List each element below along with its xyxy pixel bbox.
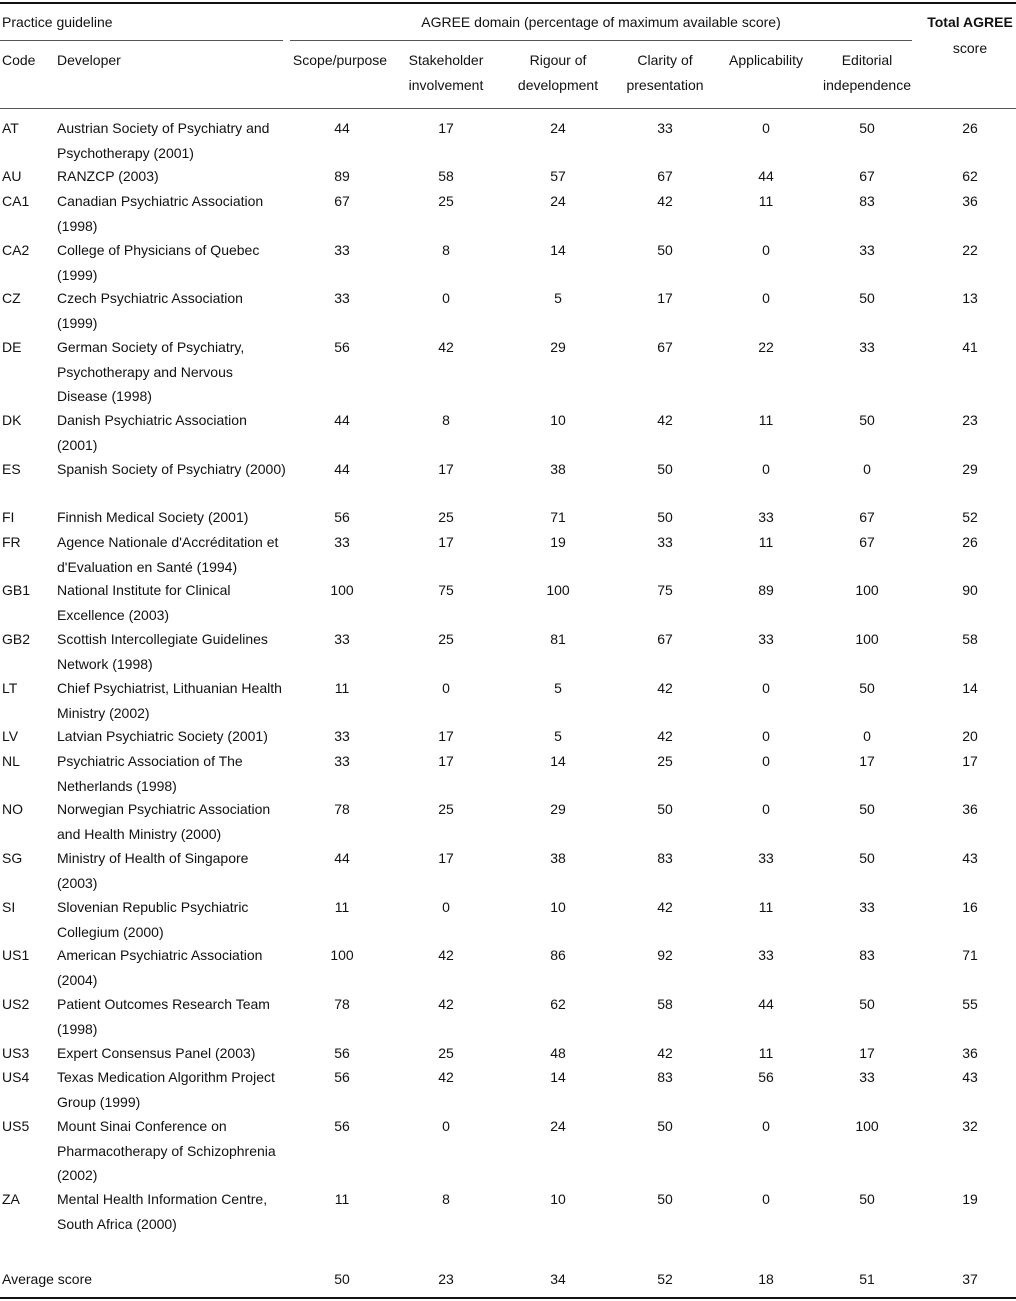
table-row-developer: Austrian Society of Psychiatry and Psychotherapy (2001) xyxy=(57,120,270,161)
table-row-scope: 67 xyxy=(334,193,350,209)
table-row-total: 62 xyxy=(962,168,978,184)
table-row-scope: 33 xyxy=(334,728,350,744)
table-row-stakeholder: 25 xyxy=(438,631,454,647)
table-row-clarity: 50 xyxy=(657,1118,673,1134)
table-row-total: 90 xyxy=(962,582,978,598)
table-row-rigour: 14 xyxy=(550,242,566,258)
clarity-header-1: Clarity of xyxy=(637,52,693,68)
table-row-stakeholder: 8 xyxy=(442,412,450,428)
table-row-scope: 56 xyxy=(334,1069,350,1085)
table-row-code: NO xyxy=(2,801,23,817)
table-row-applicability: 89 xyxy=(758,582,774,598)
table-row-developer: Czech Psychiatric Association (1999) xyxy=(57,290,243,331)
table-row-total: 19 xyxy=(962,1191,978,1207)
average-applicability: 18 xyxy=(758,1271,774,1287)
table-row-total: 52 xyxy=(962,509,978,525)
table-row-total: 17 xyxy=(962,753,978,769)
agree-domain-rule xyxy=(290,40,912,41)
table-row-clarity: 67 xyxy=(657,631,673,647)
table-row-code: FR xyxy=(2,534,21,550)
table-row-rigour: 19 xyxy=(550,534,566,550)
table-row-code: NL xyxy=(2,753,20,769)
table-row-code: US2 xyxy=(2,996,30,1012)
table-row-developer: College of Physicians of Quebec (1999) xyxy=(57,242,260,283)
table-row-developer: Latvian Psychiatric Society (2001) xyxy=(57,728,268,744)
table-row-code: US4 xyxy=(2,1069,30,1085)
table-row-total: 32 xyxy=(962,1118,978,1134)
table-row-scope: 56 xyxy=(334,1045,350,1061)
table-row-applicability: 56 xyxy=(758,1069,774,1085)
table-row-rigour: 29 xyxy=(550,801,566,817)
table-row-stakeholder: 0 xyxy=(442,1118,450,1134)
table-row-rigour: 62 xyxy=(550,996,566,1012)
table-row-clarity: 33 xyxy=(657,120,673,136)
table-row-stakeholder: 42 xyxy=(438,339,454,355)
table-row-total: 58 xyxy=(962,631,978,647)
table-row-scope: 78 xyxy=(334,801,350,817)
table-row-developer: Finnish Medical Society (2001) xyxy=(57,509,249,525)
table-row-editorial: 50 xyxy=(859,412,875,428)
average-scope: 50 xyxy=(334,1271,350,1287)
table-row-stakeholder: 0 xyxy=(442,290,450,306)
scope-header: Scope/purpose xyxy=(292,52,388,68)
table-row-scope: 11 xyxy=(334,899,350,915)
table-row-developer: Chief Psychiatrist, Lithuanian Health Ministry (2002) xyxy=(57,680,282,721)
table-row-scope: 33 xyxy=(334,753,350,769)
table-row-scope: 44 xyxy=(334,120,350,136)
table-row-developer: National Institute for Clinical Excellence (2003) xyxy=(57,582,231,623)
table-row-developer: Ministry of Health of Singapore (2003) xyxy=(57,850,249,891)
average-rigour: 34 xyxy=(550,1271,566,1287)
table-row-total: 26 xyxy=(962,534,978,550)
table-row-editorial: 33 xyxy=(859,339,875,355)
table-row-editorial: 100 xyxy=(855,631,879,647)
table-row-stakeholder: 17 xyxy=(438,850,454,866)
table-row-code: DK xyxy=(2,412,22,428)
table-row-editorial: 0 xyxy=(863,461,871,477)
table-row-clarity: 50 xyxy=(657,509,673,525)
table-row-total: 43 xyxy=(962,1069,978,1085)
table-row-editorial: 50 xyxy=(859,680,875,696)
table-row-applicability: 0 xyxy=(762,1118,770,1134)
table-row-clarity: 17 xyxy=(657,290,673,306)
table-row-code: LT xyxy=(2,680,18,696)
table-row-stakeholder: 25 xyxy=(438,193,454,209)
table-row-clarity: 67 xyxy=(657,168,673,184)
table-row-applicability: 11 xyxy=(758,193,774,209)
table-row-developer: Agence Nationale d'Accréditation et d'Evaluation en Santé (1994) xyxy=(57,534,279,575)
header-bottom-rule xyxy=(0,108,1016,109)
table-row-rigour: 48 xyxy=(550,1045,566,1061)
table-row-total: 23 xyxy=(962,412,978,428)
table-row-clarity: 25 xyxy=(657,753,673,769)
table-row-rigour: 81 xyxy=(550,631,566,647)
table-row-applicability: 44 xyxy=(758,996,774,1012)
table-row-scope: 56 xyxy=(334,339,350,355)
table-row-stakeholder: 17 xyxy=(438,461,454,477)
table-row-clarity: 33 xyxy=(657,534,673,550)
table-row-stakeholder: 58 xyxy=(438,168,454,184)
table-row-rigour: 10 xyxy=(550,899,566,915)
table-row-applicability: 0 xyxy=(762,753,770,769)
table-row-stakeholder: 0 xyxy=(442,899,450,915)
total-score-header: score xyxy=(952,40,988,56)
table-row-rigour: 14 xyxy=(550,1069,566,1085)
table-row-scope: 44 xyxy=(334,412,350,428)
table-row-developer: Mental Health Information Centre, South Africa (2000) xyxy=(57,1191,268,1232)
table-row-rigour: 38 xyxy=(550,850,566,866)
table-row-applicability: 11 xyxy=(758,899,774,915)
table-row-editorial: 33 xyxy=(859,1069,875,1085)
table-row-stakeholder: 42 xyxy=(438,947,454,963)
table-row-applicability: 44 xyxy=(758,168,774,184)
table-row-code: CZ xyxy=(2,290,21,306)
table-row-stakeholder: 17 xyxy=(438,534,454,550)
table-row-stakeholder: 42 xyxy=(438,996,454,1012)
developer-header: Developer xyxy=(57,52,121,68)
table-row-stakeholder: 25 xyxy=(438,1045,454,1061)
table-row-code: SG xyxy=(2,850,23,866)
table-row-stakeholder: 17 xyxy=(438,120,454,136)
table-row-editorial: 67 xyxy=(859,509,875,525)
table-row-developer: Norwegian Psychiatric Association and Health Ministry (2000) xyxy=(57,801,271,842)
table-row-scope: 44 xyxy=(334,461,350,477)
table-row-editorial: 17 xyxy=(859,1045,875,1061)
table-row-scope: 33 xyxy=(334,631,350,647)
table-row-clarity: 50 xyxy=(657,461,673,477)
table-row-editorial: 50 xyxy=(859,1191,875,1207)
table-row-total: 29 xyxy=(962,461,978,477)
table-row-rigour: 24 xyxy=(550,1118,566,1134)
table-row-scope: 33 xyxy=(334,242,350,258)
editorial-header-1: Editorial xyxy=(841,52,893,68)
table-row-developer: German Society of Psychiatry, Psychotherapy and Nervous Disease (1998) xyxy=(57,339,245,404)
table-row-code: SI xyxy=(2,899,16,915)
table-row-editorial: 67 xyxy=(859,168,875,184)
table-row-applicability: 0 xyxy=(762,242,770,258)
table-row-applicability: 33 xyxy=(758,509,774,525)
table-row-applicability: 0 xyxy=(762,461,770,477)
table-row-developer: Spanish Society of Psychiatry (2000) xyxy=(57,461,286,477)
table-row-rigour: 5 xyxy=(554,290,562,306)
table-row-editorial: 67 xyxy=(859,534,875,550)
table-row-code: AT xyxy=(2,120,19,136)
table-row-total: 22 xyxy=(962,242,978,258)
table-row-stakeholder: 75 xyxy=(438,582,454,598)
average-stakeholder: 23 xyxy=(438,1271,454,1287)
table-row-code: US3 xyxy=(2,1045,30,1061)
table-row-rigour: 57 xyxy=(550,168,566,184)
table-row-rigour: 5 xyxy=(554,680,562,696)
practice-guideline-header: Practice guideline xyxy=(2,14,113,30)
table-row-code: US5 xyxy=(2,1118,30,1134)
table-row-applicability: 22 xyxy=(758,339,774,355)
table-row-editorial: 0 xyxy=(863,728,871,744)
table-row-scope: 56 xyxy=(334,509,350,525)
table-row-scope: 11 xyxy=(334,1191,350,1207)
table-row-code: ES xyxy=(2,461,21,477)
table-row-developer: Scottish Intercollegiate Guidelines Network (1998) xyxy=(57,631,268,672)
table-row-clarity: 42 xyxy=(657,412,673,428)
stakeholder-header-1: Stakeholder xyxy=(408,52,484,68)
table-row-developer: Mount Sinai Conference on Pharmacotherapy of Schizophrenia (2002) xyxy=(57,1118,276,1183)
table-row-code: GB2 xyxy=(2,631,31,647)
table-row-stakeholder: 17 xyxy=(438,753,454,769)
table-row-scope: 100 xyxy=(330,947,354,963)
table-row-code: AU xyxy=(2,168,22,184)
table-row-developer: Patient Outcomes Research Team (1998) xyxy=(57,996,270,1037)
agree-domain-header: AGREE domain (percentage of maximum available score) xyxy=(421,14,781,30)
table-row-developer: Psychiatric Association of The Netherlands (1998) xyxy=(57,753,243,794)
table-row-total: 36 xyxy=(962,193,978,209)
table-row-code: FI xyxy=(2,509,15,525)
practice-guideline-rule xyxy=(0,40,283,41)
table-row-scope: 33 xyxy=(334,534,350,550)
table-row-scope: 11 xyxy=(334,680,350,696)
table-row-total: 13 xyxy=(962,290,978,306)
table-row-code: ZA xyxy=(2,1191,20,1207)
table-row-editorial: 33 xyxy=(859,899,875,915)
table-row-clarity: 50 xyxy=(657,1191,673,1207)
table-row-developer: Texas Medication Algorithm Project Group (1999) xyxy=(57,1069,275,1110)
table-row-clarity: 42 xyxy=(657,899,673,915)
total-agree-header: Total AGREE xyxy=(927,14,1013,30)
table-row-rigour: 24 xyxy=(550,193,566,209)
table-row-total: 43 xyxy=(962,850,978,866)
table-row-total: 36 xyxy=(962,1045,978,1061)
table-row-applicability: 0 xyxy=(762,120,770,136)
average-editorial: 51 xyxy=(859,1271,875,1287)
table-row-rigour: 14 xyxy=(550,753,566,769)
table-row-editorial: 100 xyxy=(855,582,879,598)
table-row-stakeholder: 25 xyxy=(438,509,454,525)
average-label: Average score xyxy=(2,1271,93,1287)
table-row-scope: 100 xyxy=(330,582,354,598)
table-row-clarity: 50 xyxy=(657,801,673,817)
table-row-scope: 78 xyxy=(334,996,350,1012)
table-row-editorial: 33 xyxy=(859,242,875,258)
table-row-total: 41 xyxy=(962,339,978,355)
table-row-stakeholder: 17 xyxy=(438,728,454,744)
table-top-rule xyxy=(0,2,1016,4)
table-row-total: 55 xyxy=(962,996,978,1012)
table-row-applicability: 0 xyxy=(762,801,770,817)
table-row-scope: 89 xyxy=(334,168,350,184)
table-row-code: CA1 xyxy=(2,193,30,209)
table-row-rigour: 38 xyxy=(550,461,566,477)
table-row-applicability: 11 xyxy=(758,534,774,550)
table-row-applicability: 33 xyxy=(758,631,774,647)
table-row-code: LV xyxy=(2,728,19,744)
table-row-developer: Danish Psychiatric Association (2001) xyxy=(57,412,247,453)
table-row-clarity: 58 xyxy=(657,996,673,1012)
table-row-applicability: 0 xyxy=(762,728,770,744)
table-row-developer: Slovenian Republic Psychiatric Collegium (2000) xyxy=(57,899,249,940)
table-row-editorial: 100 xyxy=(855,1118,879,1134)
table-row-editorial: 50 xyxy=(859,801,875,817)
table-row-developer: Expert Consensus Panel (2003) xyxy=(57,1045,256,1061)
table-row-rigour: 10 xyxy=(550,412,566,428)
table-row-developer: RANZCP (2003) xyxy=(57,168,159,184)
table-row-clarity: 42 xyxy=(657,680,673,696)
table-row-applicability: 33 xyxy=(758,850,774,866)
table-row-clarity: 42 xyxy=(657,1045,673,1061)
table-row-clarity: 42 xyxy=(657,728,673,744)
table-row-total: 20 xyxy=(962,728,978,744)
table-row-applicability: 0 xyxy=(762,680,770,696)
table-row-total: 14 xyxy=(962,680,978,696)
rigour-header-2: development xyxy=(517,77,599,93)
code-header: Code xyxy=(2,52,36,68)
table-row-code: DE xyxy=(2,339,22,355)
table-bottom-rule xyxy=(0,1297,1016,1299)
table-row-editorial: 50 xyxy=(859,290,875,306)
table-row-rigour: 86 xyxy=(550,947,566,963)
table-row-applicability: 0 xyxy=(762,290,770,306)
rigour-header-1: Rigour of xyxy=(529,52,587,68)
table-row-applicability: 11 xyxy=(758,1045,774,1061)
table-row-clarity: 75 xyxy=(657,582,673,598)
table-row-applicability: 33 xyxy=(758,947,774,963)
average-total: 37 xyxy=(962,1271,978,1287)
table-row-stakeholder: 42 xyxy=(438,1069,454,1085)
stakeholder-header-2: involvement xyxy=(408,77,484,93)
table-row-stakeholder: 0 xyxy=(442,680,450,696)
table-row-code: GB1 xyxy=(2,582,31,598)
table-row-developer: American Psychiatric Association (2004) xyxy=(57,947,263,988)
table-row-rigour: 71 xyxy=(550,509,566,525)
table-row-editorial: 17 xyxy=(859,753,875,769)
table-row-scope: 56 xyxy=(334,1118,350,1134)
table-row-editorial: 50 xyxy=(859,996,875,1012)
table-row-clarity: 92 xyxy=(657,947,673,963)
table-row-developer: Canadian Psychiatric Association (1998) xyxy=(57,193,264,234)
table-row-scope: 33 xyxy=(334,290,350,306)
table-row-stakeholder: 25 xyxy=(438,801,454,817)
table-row-clarity: 83 xyxy=(657,1069,673,1085)
table-row-code: CA2 xyxy=(2,242,30,258)
table-row-editorial: 83 xyxy=(859,947,875,963)
table-row-editorial: 83 xyxy=(859,193,875,209)
table-row-code: US1 xyxy=(2,947,30,963)
table-row-rigour: 24 xyxy=(550,120,566,136)
table-row-rigour: 10 xyxy=(550,1191,566,1207)
table-row-total: 71 xyxy=(962,947,978,963)
table-row-total: 26 xyxy=(962,120,978,136)
table-row-stakeholder: 8 xyxy=(442,242,450,258)
editorial-header-2: independence xyxy=(823,77,911,93)
table-row-clarity: 67 xyxy=(657,339,673,355)
table-row-stakeholder: 8 xyxy=(442,1191,450,1207)
table-row-rigour: 5 xyxy=(554,728,562,744)
table-row-applicability: 0 xyxy=(762,1191,770,1207)
table-row-scope: 44 xyxy=(334,850,350,866)
table-row-editorial: 50 xyxy=(859,850,875,866)
table-row-editorial: 50 xyxy=(859,120,875,136)
table-row-clarity: 42 xyxy=(657,193,673,209)
table-row-rigour: 29 xyxy=(550,339,566,355)
table-row-clarity: 50 xyxy=(657,242,673,258)
table-row-clarity: 83 xyxy=(657,850,673,866)
table-row-total: 16 xyxy=(962,899,978,915)
applicability-header: Applicability xyxy=(729,52,803,68)
table-row-rigour: 100 xyxy=(546,582,570,598)
average-clarity: 52 xyxy=(657,1271,673,1287)
table-row-total: 36 xyxy=(962,801,978,817)
table-row-applicability: 11 xyxy=(758,412,774,428)
clarity-header-2: presentation xyxy=(626,77,704,93)
